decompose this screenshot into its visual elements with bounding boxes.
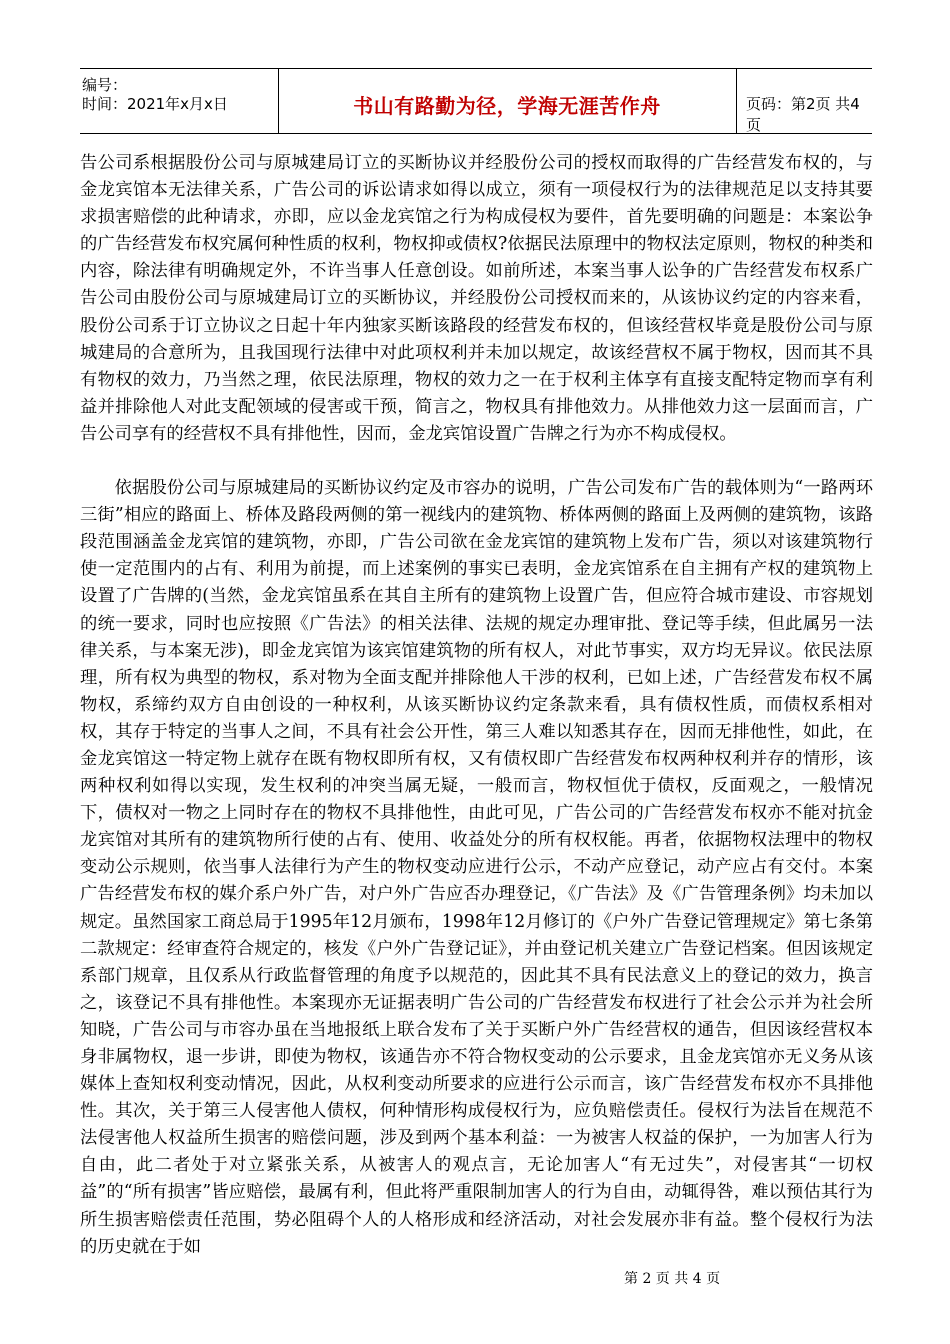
document-number-label: 编号： (82, 76, 128, 94)
header-page-cell (736, 69, 872, 133)
header-motto: 书山有路勤为径，学海无涯苦作舟 (353, 94, 661, 118)
body-paragraph-1: 告公司系根据股份公司与原城建局订立的买断协议并经股份公司的授权而取得的广告经营发布权的，与金龙宾馆本无法律关系，广告公司的诉讼请求如得以成立，须有一项侵权行为的法律规范足以支持其要求损害赔偿的此种请求，亦即，应以金龙宾馆之行为构成侵权为要件，首先要明确的问题是：本案讼争的广告经营发布权究属何种性质的权利，物权抑或债权?依据民法原理中的物权法定原则，物权的种类和内容，除法律有明确规定外，不许当事人任意创设。如前所述，本案当事人讼争的广告经营发布权系广告公司由股份公司与原城建局订立的买断协议，并经股份公司授权而来的，从该协议约定的内容来看，股份公司系于订立协议之日起十年内独家买断该路段的经营发布权的，但该经营权毕竟是股份公司与原城建局的合意所为，且我国现行法律中对此项权利并未加以规定，故该经营权不属于物权，因而其不具有物权的效力，乃当然之理，依民法原理，物权的效力之一在于权利主体享有直接支配特定物而享有利益并排除他人对此支配领域的侵害或干预，简言之，物权具有排他效力。从排他效力这一层面而言，广告公司享有的经营权不具有排他性，因而，金龙宾馆设置广告牌之行为亦不构成侵权。 (80, 153, 873, 444)
header-page-number: 页码：第2页 共4页 (746, 95, 860, 134)
document-time-label: 时间：2021年x月x日 (82, 95, 228, 113)
page-header (80, 68, 872, 134)
page-footer-number: 第 2 页 共 4 页 (624, 1271, 721, 1287)
document-body (80, 150, 873, 1261)
header-meta-cell (80, 69, 279, 133)
body-paragraph-2: 依据股份公司与原城建局的买断协议约定及市容办的说明，广告公司发布广告的载体则为“一路两环三街”相应的路面上、桥体及路段两侧的第一视线内的建筑物、桥体两侧的路面上及两侧的建筑物，该路段范围涵盖金龙宾馆的建筑物，亦即，广告公司欲在金龙宾馆的建筑物上发布广告，须以对该建筑物行使一定范围内的占有、利用为前提，而上述案例的事实已表明，金龙宾馆系在自主拥有产权的建筑物上设置了广告牌的(当然，金龙宾馆虽系在其自主所有的建筑物上设置广告，但应符合城市建设、市容规划的统一要求，同时也应按照《广告法》的相关法律、法规的规定办理审批、登记等手续，但此属另一法律关系，与本案无涉)，即金龙宾馆为该宾馆建筑物的所有权人，对此节事实，双方均无异议。依民法原理，所有权为典型的物权，系对物为全面支配并排除他人干涉的权利，已如上述，广告经营发布权不属物权，系缔约双方自由创设的一种权利，从该买断协议约定条款来看，具有债权性质，而债权系相对权，其存于特定的当事人之间，不具有社会公开性，第三人难以知悉其存在，因而无排他性，如此，在金龙宾馆这一特定物上就存在既有物权即所有权，又有债权即广告经营发布权两种权利并存的情形，该两种权利如得以实现，发生权利的冲突当属无疑，一般而言，物权恒优于债权，反面观之，一般情况下，债权对一物之上同时存在的物权不具排他性，由此可见，广告公司的广告经营发布权亦不能对抗金龙宾馆对其所有的建筑物所行使的占有、使用、收益处分的所有权权能。再者，依据物权法理中的物权变动公示规则，依当事人法律行为产生的物权变动应进行公示，不动产应登记，动产应占有交付。本案广告经营发布权的媒介系户外广告，对户外广告应否办理登记，《广告法》及《广告管理条例》均未加以规定。虽然国家工商总局于1995年12月颁布，1998年12月修订的《户外广告登记管理规定》第七条第二款规定：经审查符合规定的，核发《户外广告登记证》，并由登记机关建立广告登记档案。但因该规定系部门规章，且仅系从行政监督管理的角度予以规范的，因此其不具有民法意义上的登记的效力，换言之，该登记不具有排他性。本案现亦无证据表明广告公司的广告经营发布权进行了社会公示并为社会所知晓，广告公司与市容办虽在当地报纸上联合发布了关于买断户外广告经营权的通告，但因该经营权本身非属物权，退一步讲，即使为物权，该通告亦不符合物权变动的公示要求，且金龙宾馆亦无义务从该媒体上查知权利变动情况，因此，从权利变动所要求的应进行公示而言，该广告经营发布权亦不具排他性。其次，关于第三人侵害他人债权，何种情形构成侵权行为，应负赔偿责任。侵权行为法旨在规范不法侵害他人权益所生损害的赔偿问题，涉及到两个基本利益：一为被害人权益的保护，一为加害人行为自由，此二者处于对立紧张关系，从被害人的观点言，无论加害人“有无过失”，对侵害其“一切权益”的“所有损害”皆应赔偿，最属有利，但此将严重限制加害人的行为自由，动辄得咎，难以预估其行为所生损害赔偿责任范围，势必阻碍个人的人格形成和经济活动，对社会发展亦非有益。整个侵权行为法的历史就在于如 (80, 478, 873, 1257)
header-motto-cell (278, 69, 737, 133)
